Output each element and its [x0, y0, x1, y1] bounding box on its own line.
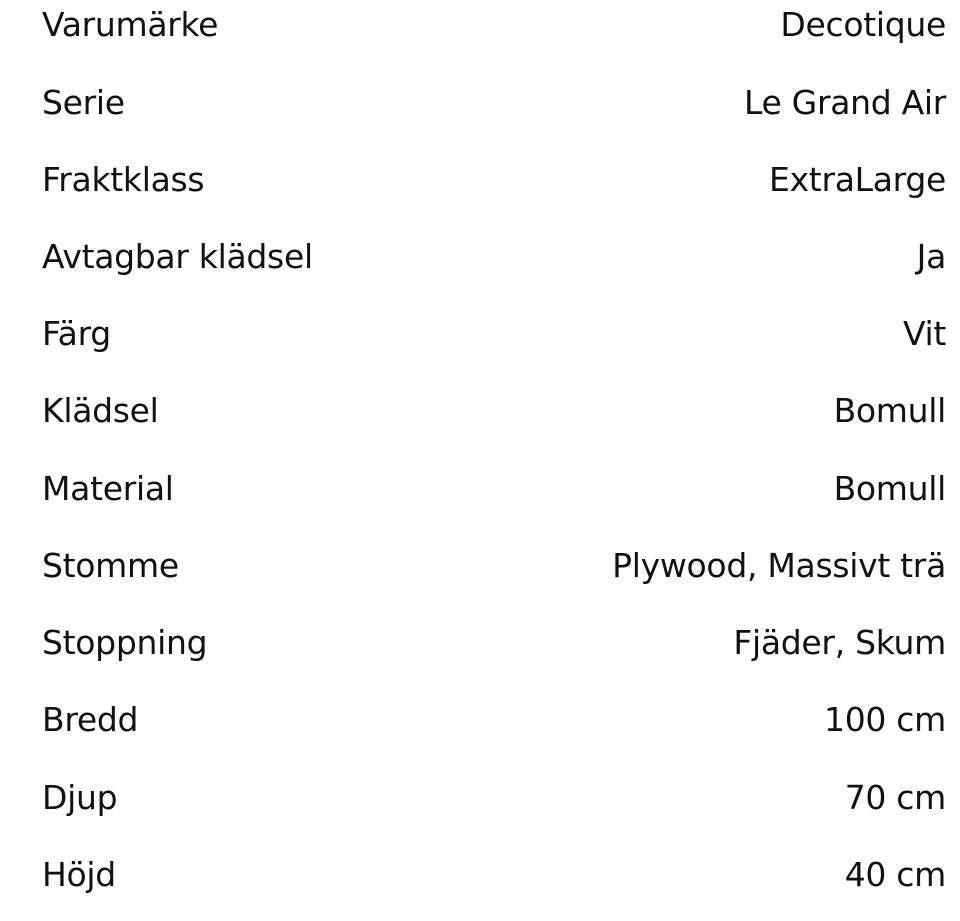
spec-label: Färg — [42, 313, 111, 353]
spec-value: 40 cm — [844, 854, 946, 894]
spec-label: Stomme — [42, 545, 179, 585]
spec-value: Vit — [902, 313, 946, 353]
product-spec-table — [42, 0, 946, 921]
spec-row-material — [42, 450, 946, 527]
spec-row-frame — [42, 527, 946, 604]
spec-label: Varumärke — [42, 4, 219, 44]
spec-value: 70 cm — [844, 777, 946, 817]
spec-value: Fjäder, Skum — [733, 622, 946, 662]
spec-row-color — [42, 295, 946, 372]
spec-label: Serie — [42, 82, 125, 122]
spec-value: Decotique — [780, 4, 946, 44]
spec-label: Material — [42, 468, 174, 508]
spec-row-shipping-class — [42, 141, 946, 218]
spec-row-upholstery — [42, 372, 946, 449]
spec-row-series — [42, 64, 946, 141]
spec-value: Le Grand Air — [743, 82, 946, 122]
spec-row-filling — [42, 604, 946, 681]
spec-row-removable-cover — [42, 218, 946, 295]
spec-value: Plywood, Massivt trä — [612, 545, 946, 585]
spec-label: Höjd — [42, 854, 116, 894]
spec-value: ExtraLarge — [769, 159, 946, 199]
spec-label: Djup — [42, 777, 118, 817]
spec-value: Bomull — [833, 390, 946, 430]
spec-row-depth — [42, 759, 946, 836]
spec-label: Stoppning — [42, 622, 208, 662]
spec-label: Bredd — [42, 699, 139, 739]
spec-row-width — [42, 681, 946, 758]
spec-value: Bomull — [833, 468, 946, 508]
spec-value: 100 cm — [824, 699, 946, 739]
spec-row-height — [42, 836, 946, 913]
spec-label: Klädsel — [42, 390, 159, 430]
spec-label: Fraktklass — [42, 159, 205, 199]
spec-label: Avtagbar klädsel — [42, 236, 313, 276]
spec-row-brand — [42, 0, 946, 63]
spec-value: Ja — [916, 236, 946, 276]
